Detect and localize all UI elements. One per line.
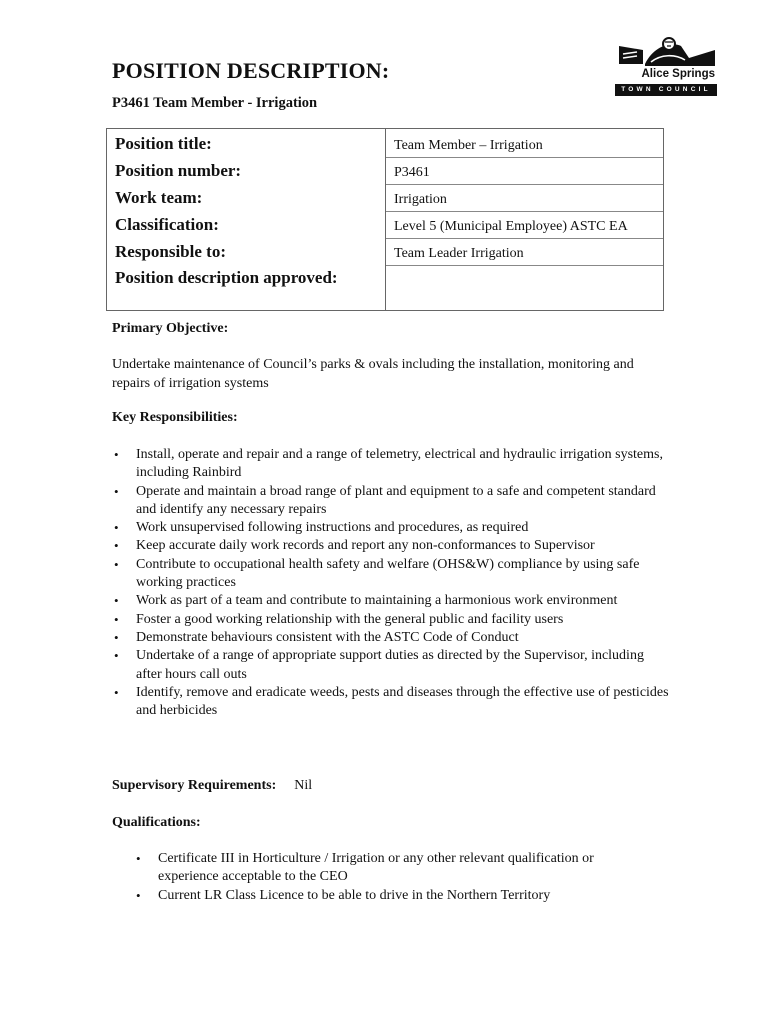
list-item: • Certificate III in Horticulture / Irrigation or any other relevant qualification or experience acceptable to the CEO (134, 850, 654, 887)
list-item: • Install, operate and repair and a range of telemetry, electrical and hydraulic irrigation systems, including Rainbird (112, 446, 672, 483)
row-value: Irrigation (386, 184, 664, 211)
row-label: Responsible to: (107, 238, 386, 265)
document-title: POSITION DESCRIPTION: (112, 58, 390, 83)
qualifications-list (134, 850, 654, 905)
row-value: Team Member – Irrigation (386, 129, 664, 158)
table-row (107, 265, 664, 310)
primary-objective-text: Undertake maintenance of Council’s parks & ovals including the installation, monitoring and repairs of irrigation systems (112, 357, 634, 391)
list-item: • Undertake of a range of appropriate support duties as directed by the Supervisor, including after hours call outs (112, 647, 672, 684)
list-item: • Work as part of a team and contribute to maintaining a harmonious work environment (112, 592, 672, 610)
row-label: Position number: (107, 157, 386, 184)
table-row (107, 211, 664, 238)
supervisory-label: Supervisory Requirements: (112, 778, 277, 793)
supervisory-value: Nil (294, 778, 313, 793)
logo-name: Alice Springs (641, 68, 715, 80)
primary-objective-heading: Primary Objective: (112, 321, 229, 336)
supervisory-requirements (112, 778, 312, 794)
row-label: Classification: (107, 211, 386, 238)
list-item: • Work unsupervised following instructions and procedures, as required (112, 519, 672, 537)
logo-emblem-icon (615, 36, 717, 70)
row-label: Work team: (107, 184, 386, 211)
table-row (107, 184, 664, 211)
logo-band: TOWN COUNCIL (615, 84, 717, 96)
key-responsibilities-list (112, 446, 672, 720)
list-item: • Contribute to occupational health safety and welfare (OHS&W) compliance by using safe working practices (112, 556, 672, 593)
list-item: • Demonstrate behaviours consistent with the ASTC Code of Conduct (112, 629, 672, 647)
row-label: Position description approved: (107, 265, 386, 310)
list-item: • Identify, remove and eradicate weeds, pests and diseases through the effective use of pesticides and herbicides (112, 684, 672, 721)
table-row (107, 157, 664, 184)
row-value: Level 5 (Municipal Employee) ASTC EA (386, 211, 664, 238)
key-responsibilities-heading: Key Responsibilities: (112, 410, 238, 425)
table-row (107, 129, 664, 158)
row-value: P3461 (386, 157, 664, 184)
row-value: Team Leader Irrigation (386, 238, 664, 265)
qualifications-heading: Qualifications: (112, 815, 201, 830)
row-label: Position title: (107, 129, 386, 158)
table-row (107, 238, 664, 265)
list-item: • Operate and maintain a broad range of plant and equipment to a safe and competent standard and identify any necessary repairs (112, 483, 672, 520)
row-value (386, 265, 664, 310)
list-item: • Keep accurate daily work records and report any non-conformances to Supervisor (112, 537, 672, 555)
council-logo (615, 36, 717, 100)
document-subtitle: P3461 Team Member - Irrigation (112, 95, 318, 111)
position-info-table (106, 128, 664, 311)
list-item: • Foster a good working relationship with the general public and facility users (112, 611, 672, 629)
list-item: • Current LR Class Licence to be able to drive in the Northern Territory (134, 887, 654, 905)
